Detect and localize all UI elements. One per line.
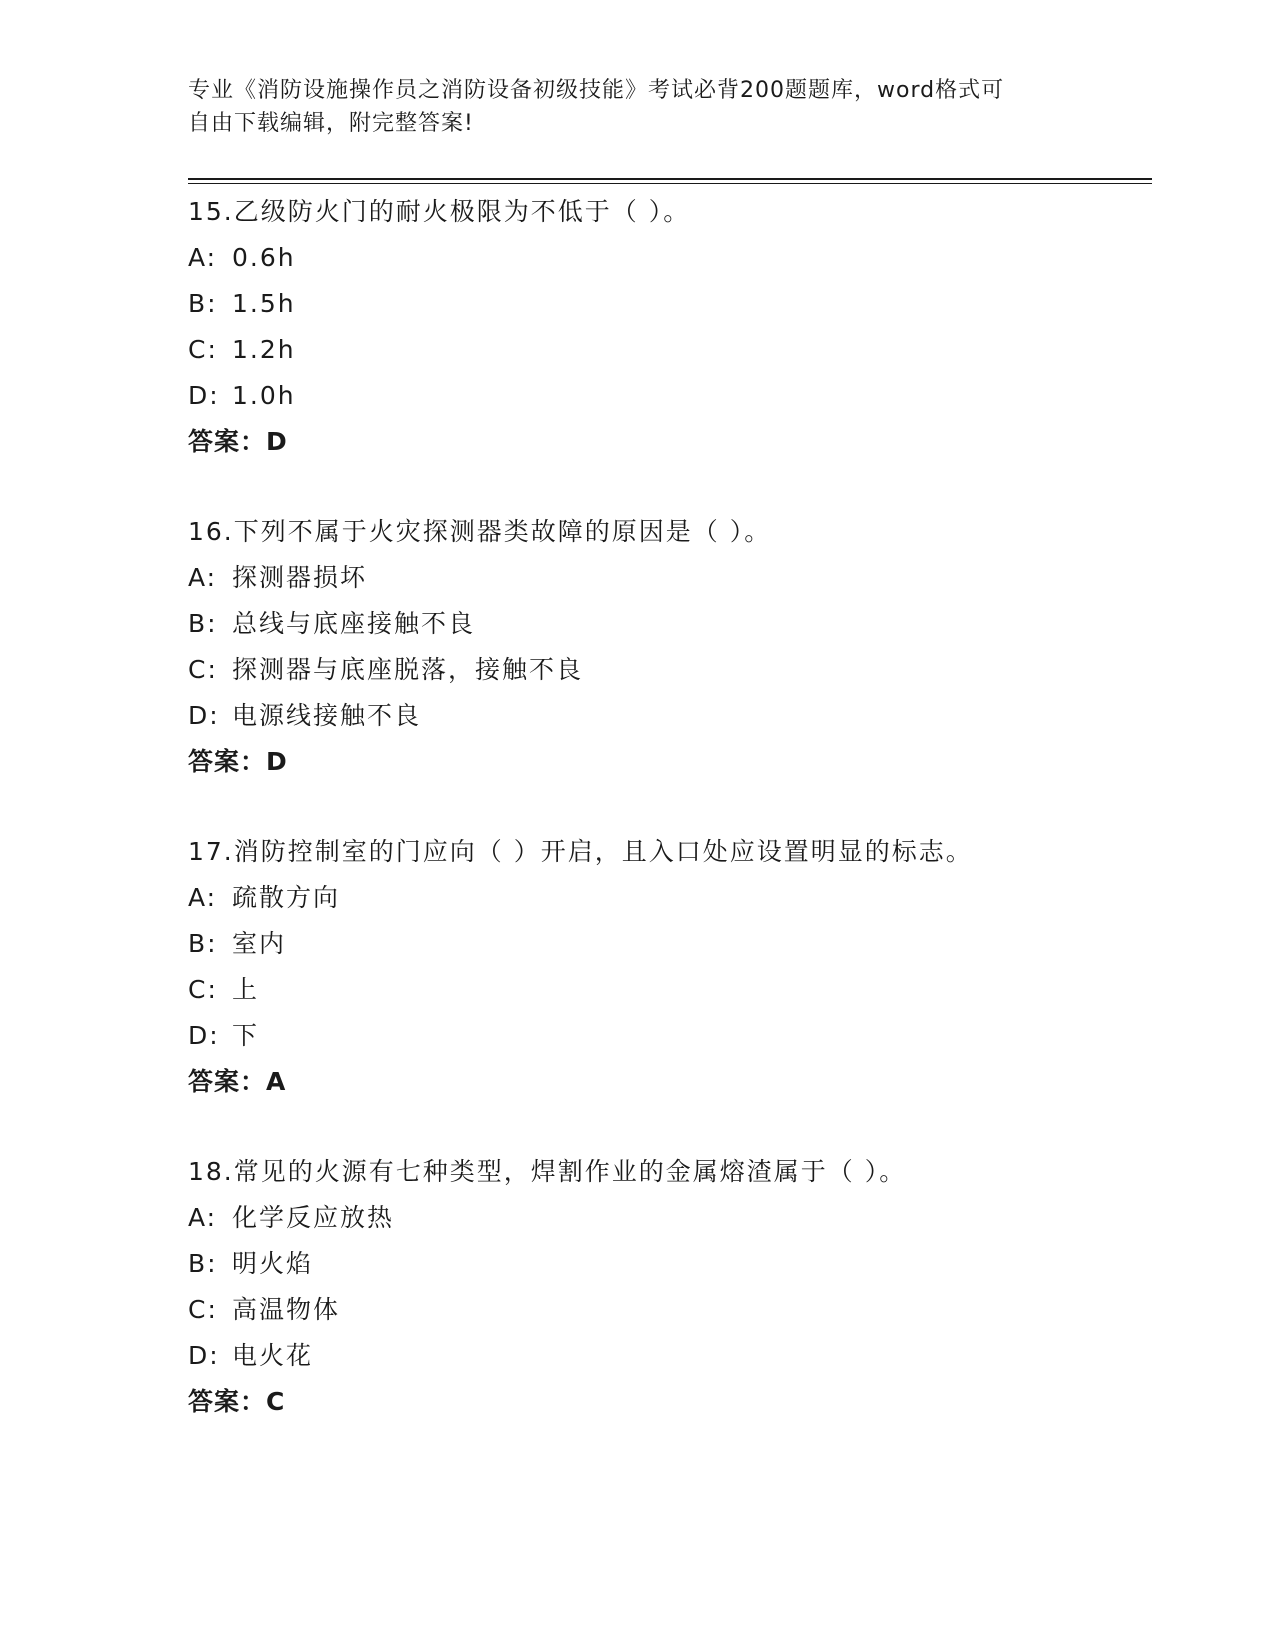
option-label: B:: [188, 1249, 218, 1278]
option-c: [188, 1287, 1152, 1333]
option-label: C:: [188, 1295, 218, 1324]
question-stem: 18.常见的火源有七种类型，焊割作业的金属熔渣属于（ ）。: [188, 1157, 907, 1186]
option-d: [188, 373, 1152, 419]
option-text: 明火焰: [232, 1249, 314, 1278]
option-text: 1.2h: [232, 335, 296, 364]
question-18: [188, 1149, 1152, 1425]
option-label: A:: [188, 243, 218, 272]
question-stem: 16.下列不属于火灾探测器类故障的原因是（ ）。: [188, 517, 772, 546]
option-b: [188, 281, 1152, 327]
option-text: 电源线接触不良: [232, 701, 422, 730]
option-a: [188, 1195, 1152, 1241]
option-text: 0.6h: [232, 243, 296, 272]
option-c: [188, 647, 1152, 693]
option-c: [188, 327, 1152, 373]
option-label: D:: [188, 381, 220, 410]
option-label: C:: [188, 335, 218, 364]
option-label: C:: [188, 655, 218, 684]
option-label: D:: [188, 701, 220, 730]
header-divider-thin: [188, 183, 1152, 184]
answer: 答案：A: [188, 1067, 287, 1096]
header-line-1: 专业《消防设施操作员之消防设备初级技能》考试必背200题题库，word格式可: [188, 78, 1005, 103]
answer: 答案：D: [188, 747, 288, 776]
option-b: [188, 601, 1152, 647]
option-d: [188, 1333, 1152, 1379]
option-label: D:: [188, 1341, 220, 1370]
question-list: [188, 189, 1152, 1469]
option-text: 总线与底座接触不良: [232, 609, 476, 638]
answer: 答案：D: [188, 427, 288, 456]
option-text: 电火花: [232, 1341, 314, 1370]
option-b: [188, 921, 1152, 967]
option-label: B:: [188, 609, 218, 638]
option-text: 高温物体: [232, 1295, 341, 1324]
option-text: 探测器损坏: [232, 563, 368, 592]
option-a: [188, 235, 1152, 281]
option-text: 化学反应放热: [232, 1203, 395, 1232]
option-text: 室内: [232, 929, 287, 958]
option-text: 1.5h: [232, 289, 296, 318]
question-stem: 17.消防控制室的门应向（ ）开启，且入口处应设置明显的标志。: [188, 837, 973, 866]
option-text: 探测器与底座脱落，接触不良: [232, 655, 584, 684]
option-label: C:: [188, 975, 218, 1004]
question-17: [188, 829, 1152, 1105]
option-label: B:: [188, 289, 218, 318]
option-label: B:: [188, 929, 218, 958]
option-label: A:: [188, 883, 218, 912]
option-label: A:: [188, 563, 218, 592]
option-d: [188, 1013, 1152, 1059]
option-text: 疏散方向: [232, 883, 341, 912]
question-16: [188, 509, 1152, 785]
option-text: 1.0h: [232, 381, 296, 410]
option-text: 下: [232, 1021, 260, 1050]
option-label: D:: [188, 1021, 220, 1050]
document-header: [188, 74, 1068, 140]
option-a: [188, 875, 1152, 921]
header-line-2: 自由下载编辑，附完整答案!: [188, 111, 474, 136]
question-15: [188, 189, 1152, 465]
option-d: [188, 693, 1152, 739]
answer: 答案：C: [188, 1387, 286, 1416]
question-stem: 15.乙级防火门的耐火极限为不低于（ ）。: [188, 197, 691, 226]
option-label: A:: [188, 1203, 218, 1232]
option-b: [188, 1241, 1152, 1287]
header-divider-thick: [188, 178, 1152, 180]
option-a: [188, 555, 1152, 601]
option-text: 上: [232, 975, 260, 1004]
option-c: [188, 967, 1152, 1013]
